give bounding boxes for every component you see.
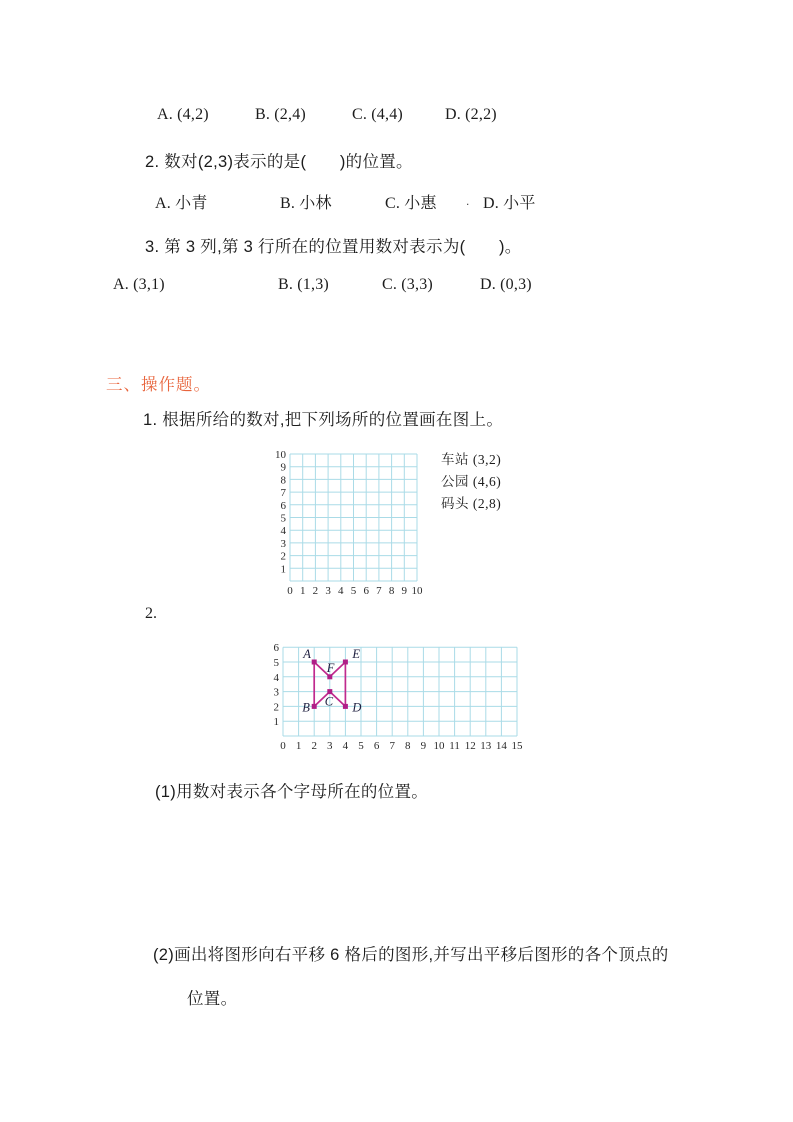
x-tick-label: 2 <box>312 585 319 597</box>
legend-item-dock: 码头 (2,8) <box>441 496 502 511</box>
x-tick-label: 10 <box>411 585 423 597</box>
x-tick-label: 4 <box>338 585 344 597</box>
y-tick-label: 9 <box>280 461 286 474</box>
section-heading: 三、操作题。 <box>106 376 211 394</box>
q2-option-a: A. 小青 <box>155 195 208 212</box>
figure-point-label-E: E <box>352 647 361 661</box>
y-tick-label: 6 <box>273 642 279 655</box>
y-tick-label: 7 <box>280 487 286 500</box>
x-tick-label: 13 <box>480 740 492 752</box>
y-tick-label: 3 <box>273 686 279 699</box>
q3-option-a: A. (3,1) <box>113 276 165 293</box>
x-tick-label: 7 <box>389 740 395 752</box>
figure-point-E <box>343 660 348 665</box>
figure-point-A <box>312 660 317 665</box>
y-tick-label: 2 <box>273 701 279 714</box>
q3-option-b: B. (1,3) <box>278 276 329 293</box>
sub-question-2-line2: 位置。 <box>187 990 238 1008</box>
q1-option-d: D. (2,2) <box>445 106 497 123</box>
op-item2-label: 2. <box>145 605 157 622</box>
q1-option-a: A. (4,2) <box>157 106 209 123</box>
x-tick-label: 12 <box>464 740 476 752</box>
sub-question-1: (1)用数对表示各个字母所在的位置。 <box>155 783 429 801</box>
figure-point-label-B: B <box>302 700 310 715</box>
x-tick-label: 1 <box>299 585 306 597</box>
figure-point-C <box>327 689 332 694</box>
figure-point-F <box>327 674 332 679</box>
y-tick-label: 2 <box>280 550 286 563</box>
x-tick-label: 2 <box>311 740 317 752</box>
figure-point-label-D: D <box>352 700 362 715</box>
figure-point-label-A: A <box>303 647 311 661</box>
x-tick-label: 4 <box>342 740 349 752</box>
grid2-letter-figure-plot <box>265 641 530 759</box>
y-tick-label: 5 <box>273 657 279 669</box>
figure-point-D <box>343 704 348 709</box>
x-tick-label: 0 <box>287 585 293 597</box>
legend-item-park: 公园 (4,6) <box>441 474 502 489</box>
y-tick-label: 8 <box>280 474 286 487</box>
q2-option-b: B. 小林 <box>280 195 332 212</box>
x-tick-label: 9 <box>420 740 427 752</box>
x-tick-label: 1 <box>295 740 302 752</box>
stray-dot: . <box>466 194 470 208</box>
x-tick-label: 14 <box>495 740 507 752</box>
figure-point-label-F: F <box>326 660 335 675</box>
question-3-text: 3. 第 3 列,第 3 行所在的位置用数对表示为( )。 <box>145 238 522 256</box>
y-tick-label: 3 <box>280 537 286 550</box>
x-tick-label: 3 <box>327 740 333 752</box>
x-tick-label: 5 <box>358 740 364 752</box>
x-tick-label: 9 <box>401 585 408 597</box>
y-tick-label: 4 <box>280 525 286 538</box>
question-2-text: 2. 数对(2,3)表示的是( )的位置。 <box>145 153 413 171</box>
x-tick-label: 3 <box>325 585 331 597</box>
x-tick-label: 10 <box>433 740 445 752</box>
legend-item-station: 车站 (3,2) <box>441 452 502 467</box>
x-tick-label: 15 <box>511 740 523 752</box>
grid1-coordinate-plot <box>263 441 438 605</box>
q1-option-b: B. (2,4) <box>255 106 306 123</box>
y-tick-label: 6 <box>280 499 286 512</box>
x-tick-label: 8 <box>388 585 395 597</box>
figure-point-B <box>312 704 317 709</box>
y-tick-label: 10 <box>275 449 286 461</box>
y-tick-label: 4 <box>273 671 279 684</box>
x-tick-label: 5 <box>350 585 357 597</box>
q2-option-d: D. 小平 <box>483 195 536 212</box>
op-item1-text: 1. 根据所给的数对,把下列场所的位置画在图上。 <box>143 411 504 429</box>
figure-point-label-C: C <box>324 694 334 709</box>
y-tick-label: 1 <box>273 716 279 729</box>
grid1-legend <box>441 449 501 515</box>
x-tick-label: 8 <box>405 740 411 752</box>
x-tick-label: 6 <box>373 740 380 752</box>
q3-option-d: D. (0,3) <box>480 276 532 293</box>
q1-option-c: C. (4,4) <box>352 106 403 123</box>
q2-option-c: C. 小惠 <box>385 195 437 212</box>
x-tick-label: 0 <box>280 740 286 752</box>
y-tick-label: 5 <box>280 512 286 525</box>
q3-option-c: C. (3,3) <box>382 276 433 293</box>
x-tick-label: 11 <box>449 740 460 752</box>
sub-question-2-line1: (2)画出将图形向右平移 6 格后的图形,并写出平移后图形的各个顶点的 <box>153 946 669 964</box>
y-tick-label: 1 <box>280 563 286 576</box>
x-tick-label: 7 <box>376 585 382 597</box>
x-tick-label: 6 <box>363 585 369 597</box>
